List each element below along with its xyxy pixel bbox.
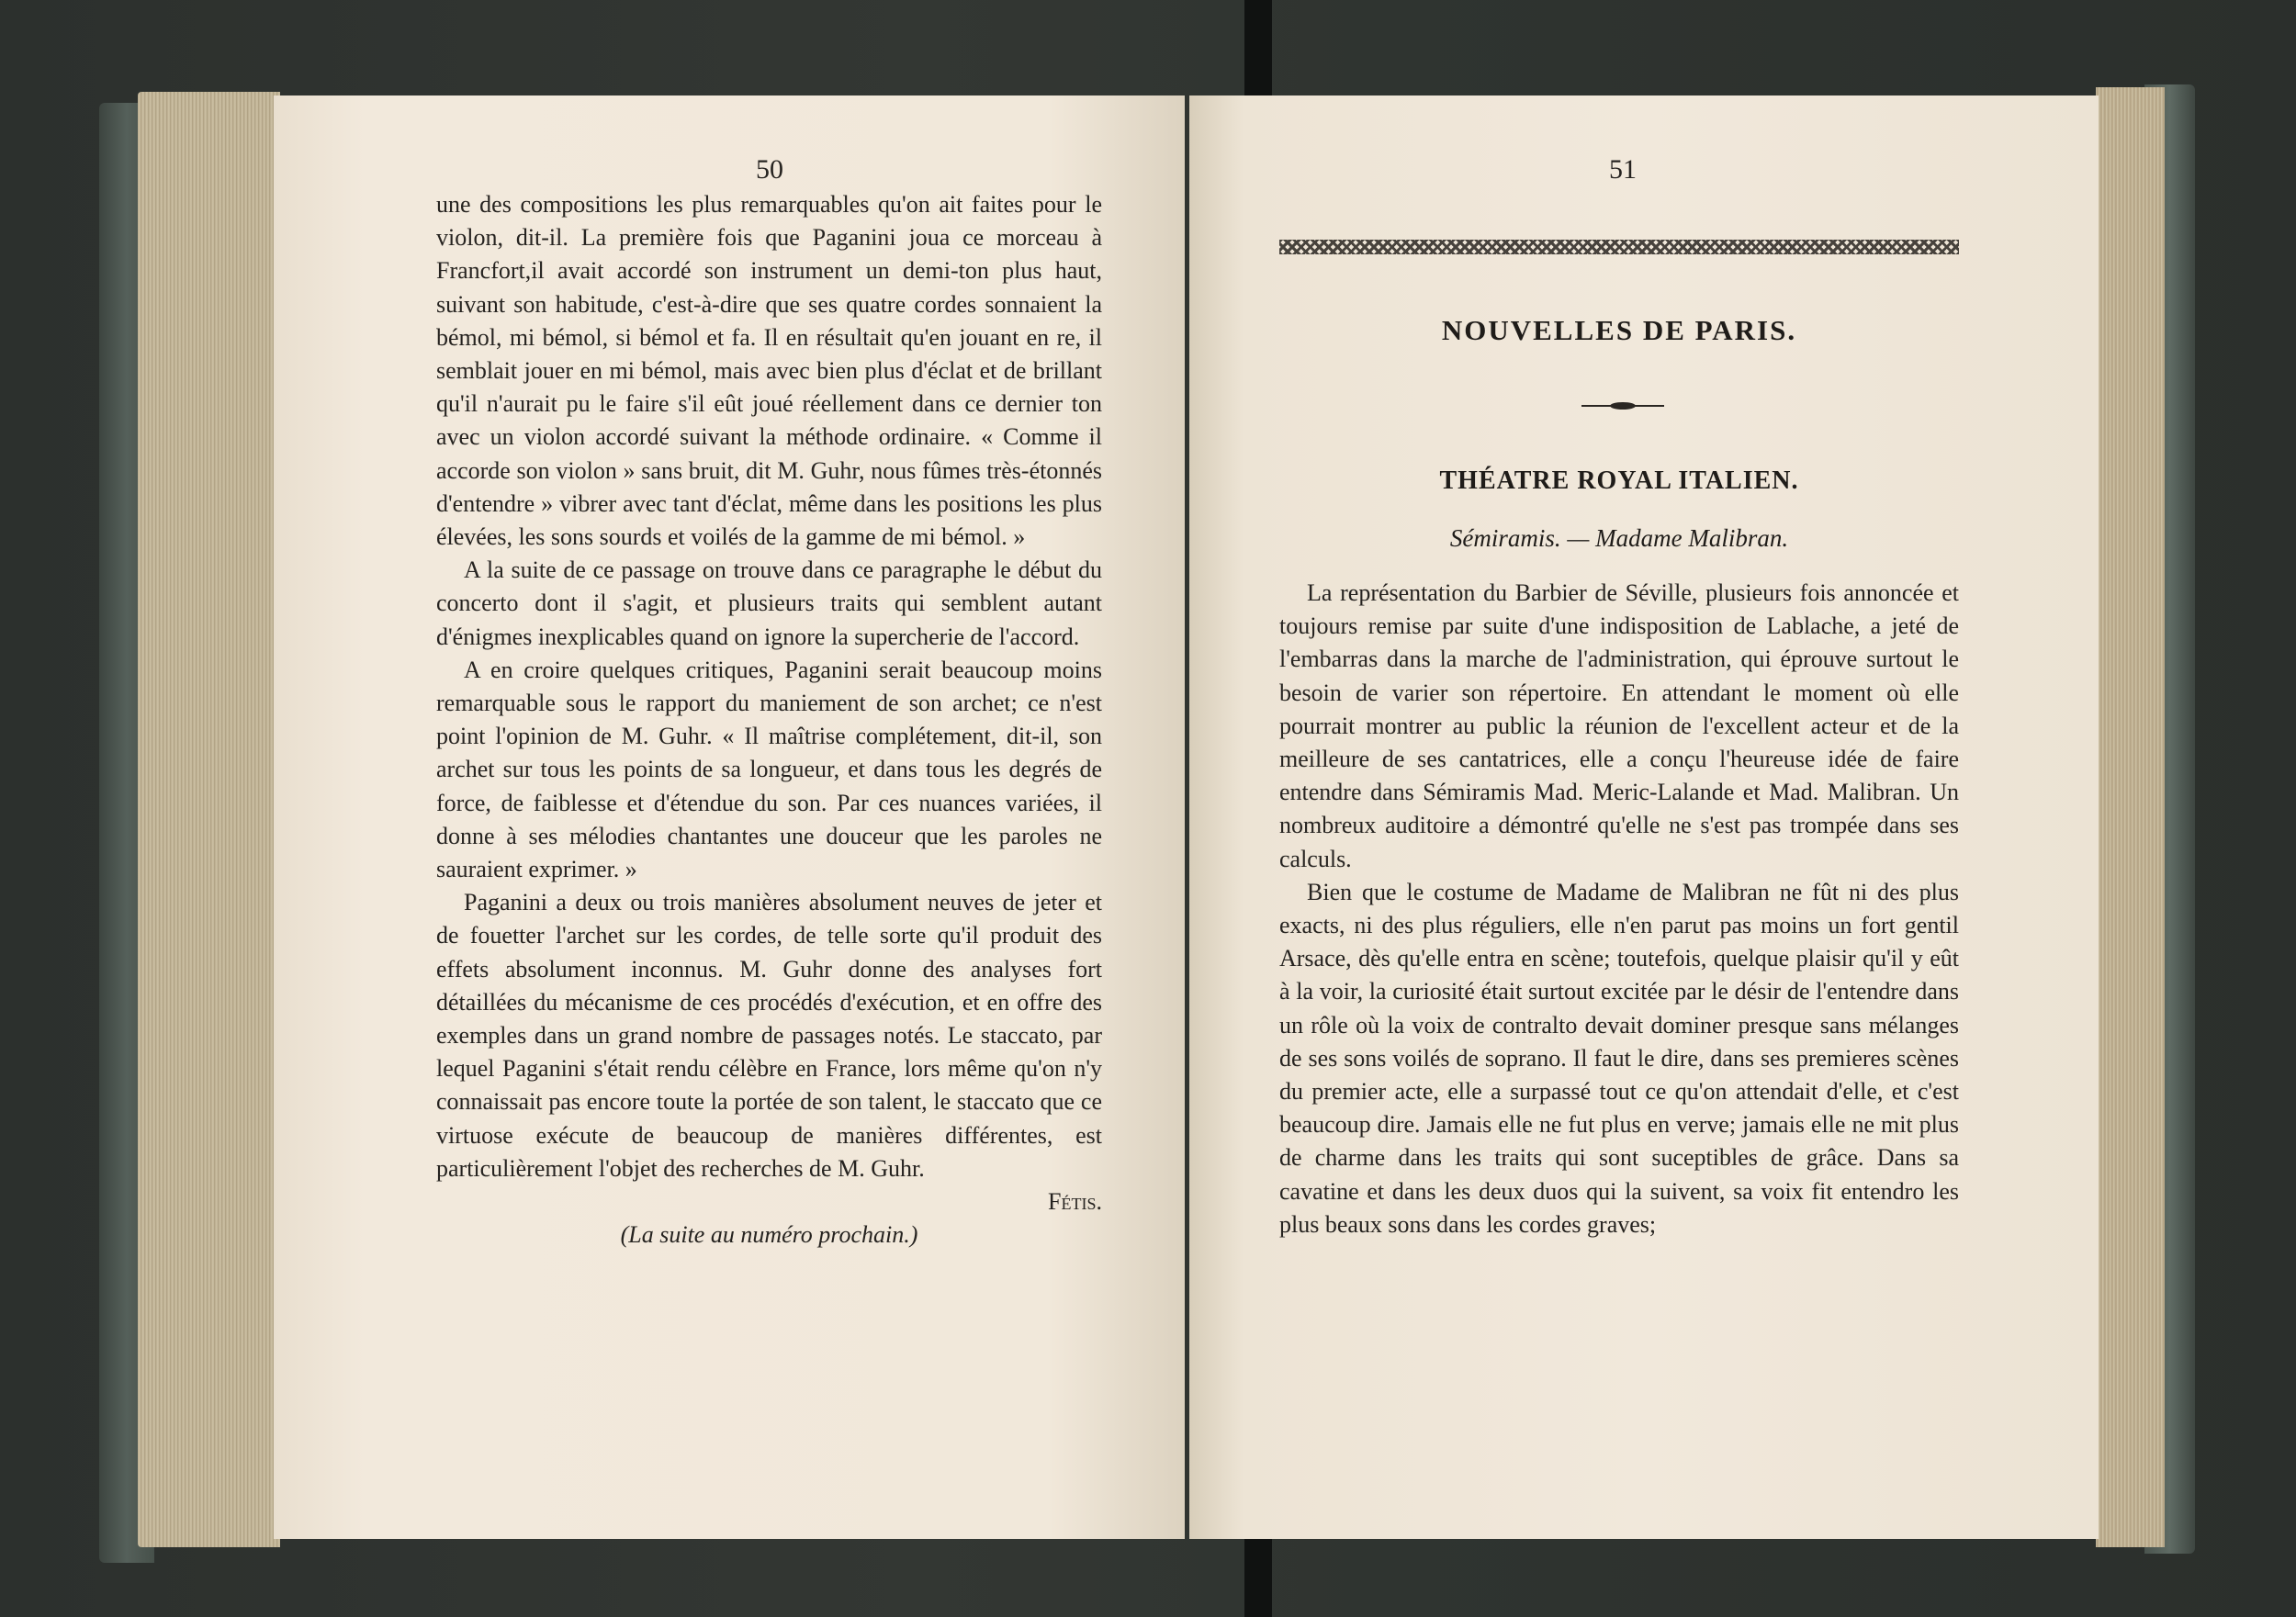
paragraph: une des compositions les plus remarquables qu'on ait faites pour le violon, dit-il. La première fois que Paganini joua ce morceau à Francfort,il avait accordé son instrument un demi-ton plus haut, suivant son habitude, c'est-à-dire que ses quatre cordes sonnaient la bémol, mi bémol, si bémol et fa. Il en résultait qu'en jouant en re, il semblait jouer en mi bémol, mais avec bien plus d'éclat et de brillant qu'il n'aurait pu le faire s'il eût joué réellement dans ce dernier ton avec un violon accordé suivant la méthode ordinaire. « Comme il accorde son violon » sans bruit, dit M. Guhr, nous fûmes très-étonnés d'entendre » vibrer avec tant d'éclat, même dans les positions les plus élevées, les sons sourds et voilés de la gamme de mi bémol. » bbox=[436, 191, 1102, 551]
continuation-note: (La suite au numéro prochain.) bbox=[620, 1221, 918, 1249]
page-number-left: 50 bbox=[756, 154, 783, 185]
page-number-right: 51 bbox=[1609, 154, 1637, 185]
subsection-title: THÉATRE ROYAL ITALIEN. bbox=[1439, 466, 1799, 495]
paragraph: A en croire quelques critiques, Paganini serait beaucoup moins remarquable sous le rapport du maniement de son archet; ce n'est point l'opinion de M. Guhr. « Il maîtrise complétement, dit-il, son archet sur tous les points de sa longueur, et dans tous les degrés de force, de faiblesse et d'étendue du son. Par ces nuances variées, il donne à ses mélodies chantantes une douceur que les paroles ne sauraient exprimer. » bbox=[436, 656, 1102, 883]
author-signature: Fétis. bbox=[1048, 1188, 1102, 1216]
paragraph: A la suite de ce passage on trouve dans ce paragraphe le début du concerto dont il s'agit, et plusieurs traits qui semblent autant d'énigmes inexplicables quand on ignore la supercherie de l'accord. bbox=[436, 556, 1102, 650]
paragraph: Paganini a deux ou trois manières absolument neuves de jeter et de fouetter l'archet sur les cordes, de telle sorte qu'il produit des effets absolument inconnus. M. Guhr donne des analyses fort détaillées du mécanisme de ces procédés d'exécution, et en offre des exemples dans un grand nombre de passages notés. Le staccato, par lequel Paganini s'était rendu célèbre en France, lors même qu'on n'y connaissait pas encore toute la portée de son talent, le staccato que ce virtuose exécute de beaucoup de manières différentes, est particulièrement l'objet des recherches de M. Guhr. bbox=[436, 889, 1102, 1182]
article-subtitle: Sémiramis. — Madame Malibran. bbox=[1449, 524, 1789, 552]
ornamental-rule bbox=[1279, 240, 1959, 254]
page-edges-left bbox=[138, 92, 280, 1547]
right-page-body bbox=[1279, 577, 1959, 1241]
small-ornament-icon bbox=[1581, 401, 1664, 410]
left-page-body bbox=[436, 188, 1102, 1252]
section-title: NOUVELLES DE PARIS. bbox=[1441, 314, 1797, 346]
page-edges-right bbox=[2096, 87, 2165, 1547]
paragraph: La représentation du Barbier de Séville, plusieurs fois annoncée et toujours remise par suite d'une indisposition de Lablache, a jeté de l'embarras dans la marche de l'administration, qui éprouve surtout le besoin de varier son répertoire. En attendant le moment où elle pourrait montrer au public la réunion de l'excellent acteur et de la meilleure de ses cantatrices, elle a conçu l'heureuse idée de faire entendre dans Sémiramis Mad. Meric-Lalande et Mad. Malibran. Un nombreux auditoire a démontré qu'elle ne s'est pas trompée dans ses calculs. bbox=[1279, 579, 1959, 872]
paragraph: Bien que le costume de Madame de Malibran ne fût ni des plus exacts, ni des plus réguliers, elle n'en parut pas moins un fort gentil Arsace, dès qu'elle entra en scène; toutefois, quelque plaisir qu'il y eût à la voir, la curiosité était surtout excitée par le désir de l'entendre dans un rôle où la voix de contralto devait dominer presque sans mélanges de ses sons voilés de soprano. Il faut le dire, dans ses premieres scènes du premier acte, elle a surpassé tout ce qu'on attendait d'elle, et c'est beaucoup dire. Jamais elle ne fut plus en verve; jamais elle ne mit plus de charme dans les traits qui sont suceptibles de grâce. Dans sa cavatine et dans les deux duos qui la suivent, sa voix fit entendro les plus beaux sons dans les cordes graves; bbox=[1279, 878, 1959, 1238]
